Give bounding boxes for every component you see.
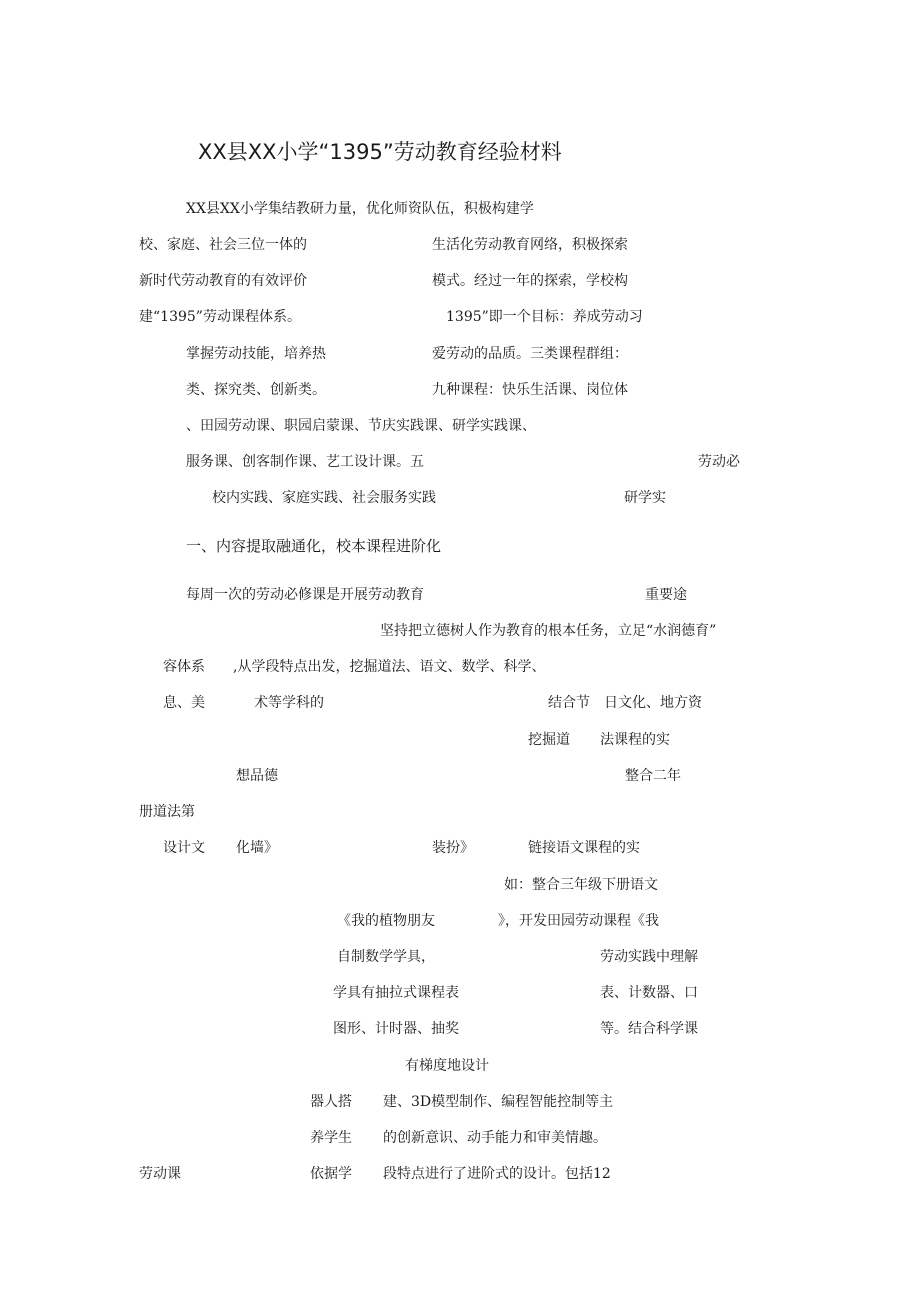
text-fragment: 自制数学学具， <box>337 949 435 965</box>
text-fragment: 装扮》 <box>432 840 474 856</box>
text-fragment: 法课程的实 <box>600 732 670 748</box>
text-fragment: 校内实践、家庭实践、社会服务实践 <box>212 490 436 506</box>
text-fragment: 依据学 <box>310 1166 352 1182</box>
text-fragment: 建“1395”劳动课程体系。 <box>139 309 301 325</box>
text-fragment: 表、计数器、口 <box>600 985 698 1001</box>
text-fragment: 校、家庭、社会三位一体的 <box>139 237 307 253</box>
document-title: XX县XX小学“1395”劳动教育经验材料 <box>198 140 562 164</box>
text-fragment: 类、探究类、创新类。 <box>186 382 326 398</box>
text-fragment: 服务课、创客制作课、艺工设计课。五 <box>186 454 424 470</box>
text-fragment: 息、美 <box>163 695 205 711</box>
text-fragment: 建、3D模型制作、编程智能控制等主 <box>383 1094 614 1110</box>
text-fragment: 爱劳动的品质。三类课程群组： <box>432 346 628 362</box>
text-fragment: 想品德 <box>236 768 278 784</box>
text-fragment: 有梯度地设计 <box>405 1058 489 1074</box>
text-fragment: 器人搭 <box>310 1094 352 1110</box>
text-fragment: 段特点进行了进阶式的设计。包括12 <box>383 1166 611 1182</box>
text-fragment: 册道法第 <box>139 804 195 820</box>
section-heading: 一、内容提取融通化，校本课程进阶化 <box>186 537 442 555</box>
text-fragment: 生活化劳动教育网络，积极探索 <box>432 237 628 253</box>
text-fragment: 《我的植物朋友 <box>337 913 435 929</box>
text-fragment: 养学生 <box>310 1130 352 1146</box>
text-fragment: 1395”即一个目标：养成劳动习 <box>446 309 643 325</box>
text-fragment: 的创新意识、动手能力和审美情趣。 <box>383 1130 607 1146</box>
text-fragment: 等。结合科学课 <box>600 1021 698 1037</box>
text-fragment: 链接语文课程的实 <box>528 840 640 856</box>
text-fragment: XX县XX小学集结教研力量，优化师资队伍，积极构建学 <box>186 201 534 217</box>
text-fragment: 图形、计时器、抽奖 <box>333 1021 459 1037</box>
text-fragment: 九种课程：快乐生活课、岗位体 <box>432 382 628 398</box>
text-fragment: 整合二年 <box>625 768 681 784</box>
text-fragment: 挖掘道 <box>528 732 570 748</box>
text-fragment: 重要途 <box>645 587 687 603</box>
text-fragment: 结合节 <box>548 695 590 711</box>
text-fragment: 、田园劳动课、职园启蒙课、节庆实践课、研学实践课、 <box>186 418 536 434</box>
text-fragment: 日文化、地方资 <box>604 695 702 711</box>
text-fragment: 坚持把立德树人作为教育的根本任务，立足“水润德育” <box>380 623 717 639</box>
text-fragment: 劳动必 <box>698 454 740 470</box>
text-fragment: 学具有抽拉式课程表 <box>333 985 459 1001</box>
text-fragment: ,从学段特点出发，挖掘道法、语文、数学、科学、 <box>233 659 546 675</box>
text-fragment: 化墙》 <box>236 840 278 856</box>
text-fragment: 劳动实践中理解 <box>600 949 698 965</box>
text-fragment: 术等学科的 <box>254 695 324 711</box>
text-fragment: 》，开发田园劳动课程《我 <box>498 913 659 929</box>
text-fragment: 研学实 <box>624 490 666 506</box>
text-fragment: 劳动课 <box>139 1166 181 1182</box>
text-fragment: 每周一次的劳动必修课是开展劳动教育 <box>186 587 424 603</box>
text-fragment: 掌握劳动技能，培养热 <box>186 346 326 362</box>
text-fragment: 新时代劳动教育的有效评价 <box>139 273 307 289</box>
text-fragment: 设计文 <box>163 840 205 856</box>
text-fragment: 如：整合三年级下册语文 <box>504 877 658 893</box>
text-fragment: 容体系 <box>163 659 205 675</box>
text-fragment: 模式。经过一年的探索，学校构 <box>432 273 628 289</box>
